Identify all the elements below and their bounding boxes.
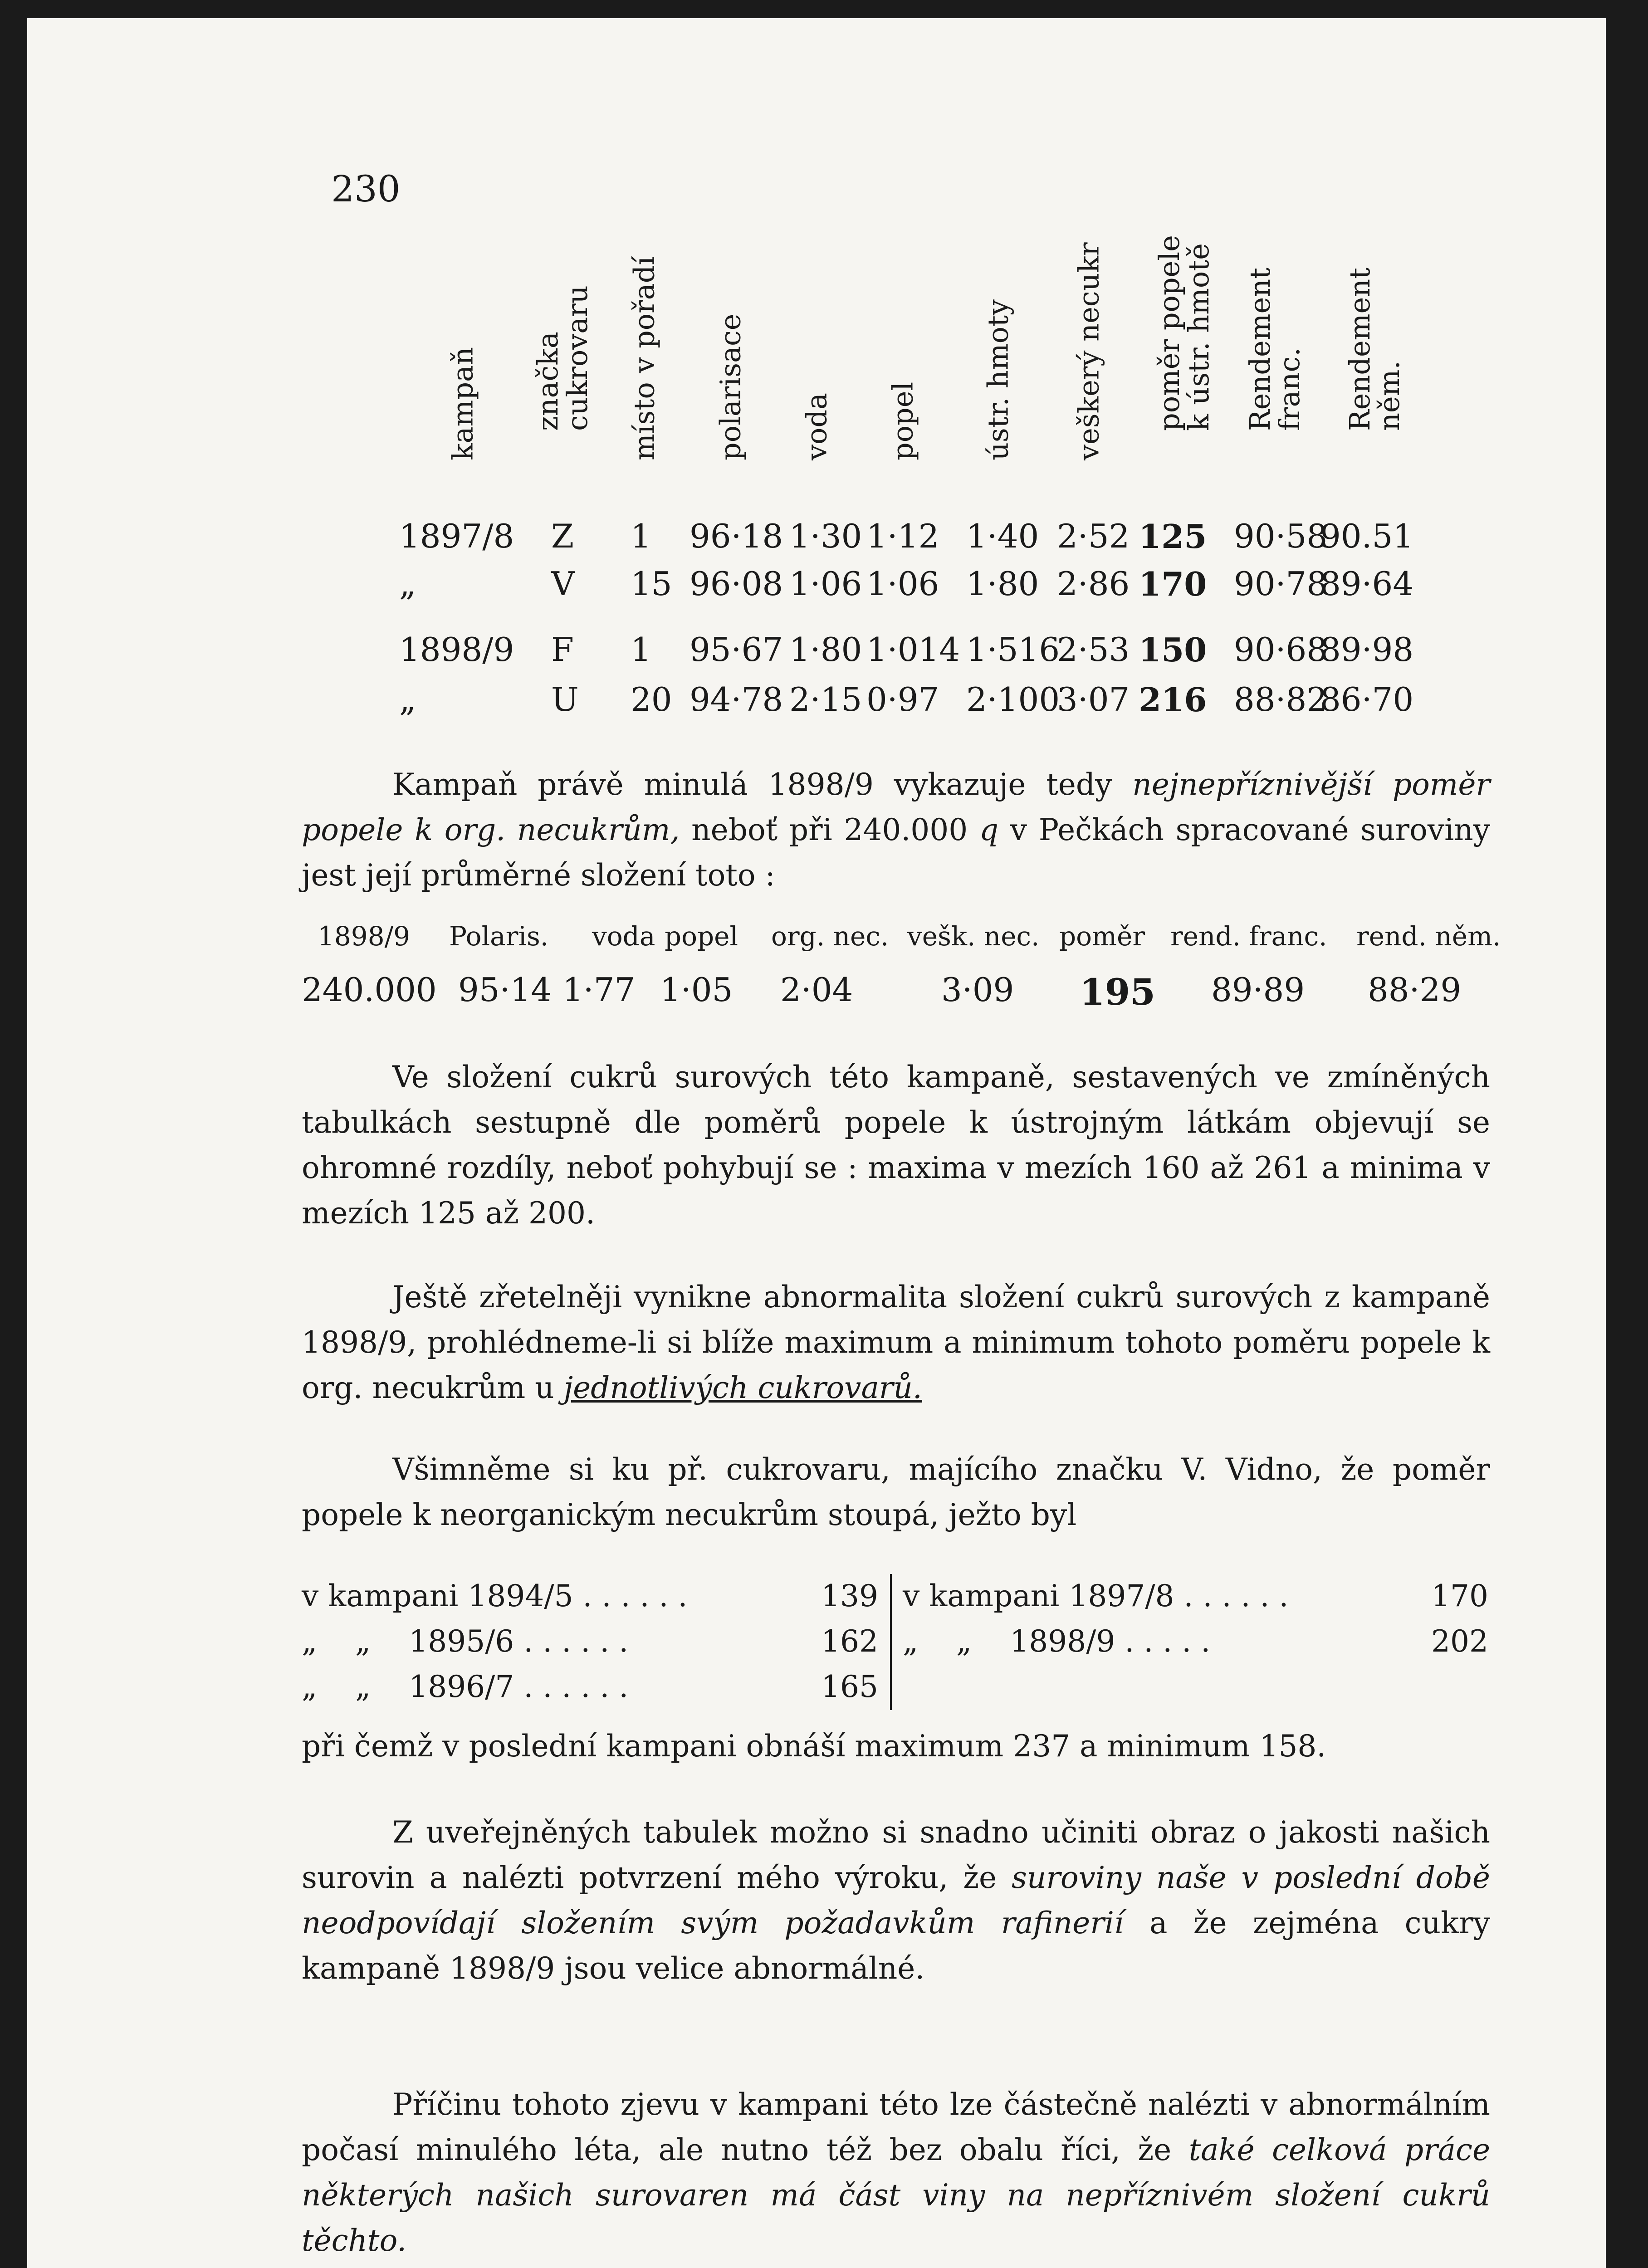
table-cell: V <box>551 565 575 603</box>
table-cell: 1·30 <box>789 517 862 555</box>
table-cell: 216 <box>1139 680 1207 719</box>
paragraph-6 <box>302 1810 1490 1991</box>
table-cell: 1·80 <box>789 631 862 669</box>
table1-header-label: místo v pořadí <box>627 256 661 460</box>
table-cell: 96·08 <box>690 565 783 603</box>
table-cell: 2·15 <box>789 680 862 719</box>
table1-header-label: polarisace <box>714 313 747 460</box>
divider <box>890 1574 892 1710</box>
list-item-label: v kampani 1894/5 . . . . . . <box>302 1579 688 1613</box>
table-cell: 1·40 <box>966 517 1039 555</box>
table-cell: 170 <box>1139 565 1207 603</box>
table-cell: 96·18 <box>690 517 783 555</box>
paragraph-1 <box>302 762 1490 898</box>
table-cell: 90·78 <box>1234 565 1328 603</box>
table2-header-cell: popel <box>665 921 738 952</box>
table2-header-cell: vešk. nec. <box>907 921 1040 952</box>
table-cell: 1·06 <box>789 565 862 603</box>
table1-header-cell <box>690 254 771 490</box>
table1-header-label: Rendement něm. <box>1343 267 1406 431</box>
table1-header-cell <box>422 254 504 490</box>
emphasis: také celková práce některých našich surovaren má část viny na nepříznivém složení cukrů těchto. <box>302 2132 1491 2258</box>
table-cell: 125 <box>1139 517 1207 556</box>
table-row <box>0 680 1414 721</box>
unit: q <box>979 812 999 847</box>
table-cell: 3·07 <box>1057 680 1130 719</box>
table1-header-label: značka cukrovaru <box>531 285 594 431</box>
paragraph-4: Všimněme si ku př. cukrovaru, majícího značku V. Vidno, že poměr popele k neorganickým necukrům stoupá, ježto byl <box>302 1452 1490 1532</box>
list-item-value: 170 <box>1431 1579 1488 1613</box>
table-cell: Z <box>551 517 574 555</box>
table-cell: 1898/9 <box>399 631 514 669</box>
table2-header-cell: 1898/9 <box>318 921 411 952</box>
table1-header-cell <box>862 254 944 490</box>
table-row <box>0 517 1414 558</box>
table-cell: 1·014 <box>866 631 960 669</box>
table-cell: 2·52 <box>1057 517 1130 555</box>
table-cell: 1·06 <box>866 565 939 603</box>
table1-header-cell <box>1048 242 1130 490</box>
table2-value-cell: 3·09 <box>941 971 1014 1009</box>
table1-header-label: ústr. hmoty <box>981 299 1015 460</box>
paragraph-3 <box>302 1275 1490 1411</box>
table-cell: 94·78 <box>690 680 783 719</box>
list-item-value: 202 <box>1431 1624 1488 1659</box>
table2-header-cell: rend. franc. <box>1170 921 1327 952</box>
text: a že zejména cukry kampaně 1898/9 jsou velice abnormálné. <box>302 1906 1490 1986</box>
table-cell: U <box>551 680 579 719</box>
list-item-label: „ „ 1895/6 . . . . . . <box>302 1624 629 1659</box>
table1-header-label: poměr popele k ústr. hmotě <box>1152 235 1215 431</box>
text: Z uveřejněných tabulek možno si snadno učiniti obraz o jakosti našich surovin a nalézti potvrzení mého výroku, že <box>302 1815 1490 1895</box>
table-row <box>0 631 1414 671</box>
text: Kampaň právě minulá 1898/9 vykazuje tedy <box>392 767 1133 802</box>
table2-value-cell: 89·89 <box>1211 971 1305 1009</box>
table-cell: 2·53 <box>1057 631 1130 669</box>
table1-header-cell <box>1334 254 1415 490</box>
table-cell: 1·12 <box>866 517 939 555</box>
table1-header-label: Rendement franc. <box>1243 267 1306 431</box>
emphasis: jednotlivých cukrovarů. <box>563 1370 922 1405</box>
list-item-value: 165 <box>821 1669 878 1704</box>
table-cell: 2·100 <box>966 680 1060 719</box>
table2-value-cell: 88·29 <box>1368 971 1462 1009</box>
table-cell: 89·98 <box>1320 631 1414 669</box>
table-cell: 88·82 <box>1234 680 1328 719</box>
table-cell: 0·97 <box>866 680 939 719</box>
table-cell: 1·516 <box>966 631 1060 669</box>
table1-header-cell <box>1234 254 1315 490</box>
table-cell: „ <box>399 565 416 603</box>
table-cell: 90·68 <box>1234 631 1328 669</box>
list-item-label: „ „ 1898/9 . . . . . <box>903 1624 1211 1659</box>
table2-value-cell: 1·05 <box>660 971 733 1009</box>
table-cell: 1·80 <box>966 565 1039 603</box>
table-cell: 86·70 <box>1320 680 1414 719</box>
emphasis: nejnepříznivější poměr popele k org. necukrům, <box>302 767 1490 847</box>
paragraph-2: Ve složení cukrů surových této kampaně, sestavených ve zmíněných tabulkách sestupně dle poměrů popele k ústrojným látkám objevují se ohromné rozdíly, neboť pohybují se : maxima v mezích 160 až 261 a minima v mezích 125 až 200. <box>302 1060 1490 1231</box>
table1-header-label: kampaň <box>446 347 479 460</box>
list-item-value: 139 <box>821 1579 878 1613</box>
table-cell: 1 <box>631 631 651 669</box>
table-cell: 150 <box>1139 631 1207 669</box>
table-cell: F <box>551 631 574 669</box>
table1-header-label: veškerý necukr <box>1072 242 1105 460</box>
list-item-label: v kampani 1897/8 . . . . . . <box>903 1579 1289 1613</box>
table1-header-cell <box>776 254 857 490</box>
table1-header-label: voda <box>800 392 833 460</box>
table2-header-cell: org. nec. <box>771 921 889 952</box>
table-cell: 95·67 <box>690 631 783 669</box>
table2-value-cell: 240.000 <box>302 971 437 1009</box>
table2-value-cell: 2·04 <box>780 971 853 1009</box>
text: Příčinu tohoto zjevu v kampani této lze částečně nalézti v abnormálním počasí minulého léta, ale nutno též bez obalu říci, že <box>302 2087 1490 2167</box>
table-cell: 90·58 <box>1234 517 1328 555</box>
table1-header-cell <box>1143 235 1225 490</box>
table-cell: 20 <box>631 680 672 719</box>
table2-header-cell: Polaris. <box>449 921 549 952</box>
table-row <box>0 565 1414 606</box>
table2-header-cell: poměr <box>1059 921 1145 952</box>
table1-header-label: popel <box>886 381 919 460</box>
text: v Pečkách spracované suroviny jest její průměrné složení toto : <box>302 812 1491 893</box>
paragraph-5: při čemž v poslední kampani obnáší maximum 237 a minimum 158. <box>302 1729 1326 1764</box>
table-cell: 1 <box>631 517 651 555</box>
table2-value-cell: 95·14 <box>458 971 552 1009</box>
table-cell: 1897/8 <box>399 517 514 555</box>
table-cell: 2·86 <box>1057 565 1130 603</box>
table-cell: 15 <box>631 565 672 603</box>
table-cell: 89·64 <box>1320 565 1414 603</box>
table1-header-cell <box>522 254 603 490</box>
table2-header-cell: voda <box>592 921 655 952</box>
table-cell: 90.51 <box>1320 517 1414 555</box>
table-cell: „ <box>399 680 416 719</box>
list-item-value: 162 <box>821 1624 878 1659</box>
table2-value-cell: 1·77 <box>562 971 636 1009</box>
text: neboť při 240.000 <box>680 812 979 847</box>
table2-header-cell: rend. něm. <box>1356 921 1501 952</box>
emphasis: suroviny naše v poslední době neodpovídají složením svým požadavkům rafinerií <box>302 1860 1490 1941</box>
paragraph-7 <box>302 2082 1490 2263</box>
table1-header-cell <box>603 254 685 490</box>
list-item-label: „ „ 1896/7 . . . . . . <box>302 1669 629 1704</box>
text: Ještě zřetelněji vynikne abnormalita složení cukrů surových z kampaně 1898/9, prohlédneme-li si blíže maximum a minimum tohoto poměru popele k org. necukrům u <box>302 1280 1490 1405</box>
table2-value-cell: 195 <box>1080 971 1155 1013</box>
table1-header-cell <box>957 254 1039 490</box>
page-number: 230 <box>331 168 401 210</box>
